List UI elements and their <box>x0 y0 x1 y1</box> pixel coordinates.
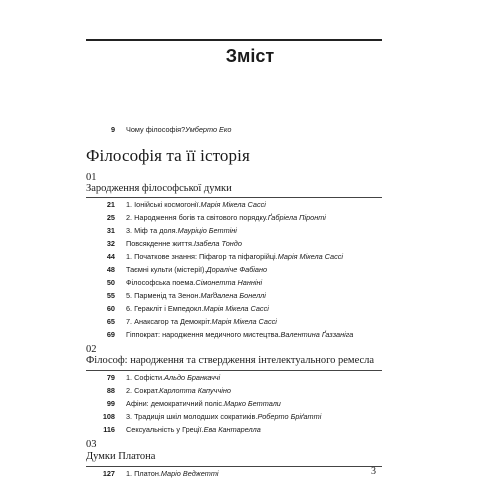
toc-entry <box>0 384 231 397</box>
chapter-number: 02 <box>86 344 97 355</box>
section-heading: Філософія та її історія <box>86 146 250 165</box>
toc-entry <box>0 237 242 250</box>
page-ref: 31 <box>106 226 115 235</box>
entry-title: Повсякденне життя. <box>126 239 194 248</box>
entry-author: Сімонетта Нанніні <box>195 278 263 287</box>
page-ref: 127 <box>102 469 115 478</box>
page-ref: 99 <box>106 399 115 408</box>
page-ref: 108 <box>102 412 115 421</box>
chapter-number: 03 <box>86 439 97 450</box>
entry-title: 2. Народження богів та світового порядку. <box>126 213 268 222</box>
toc-entry <box>0 410 321 423</box>
page-ref: 65 <box>106 317 115 326</box>
page-ref: 21 <box>106 200 115 209</box>
entry-author: Альдо Бранкаччі <box>164 373 221 382</box>
top-rule <box>86 39 382 41</box>
entry-title: Гіппократ: народження медичного мистецтва. <box>126 330 281 339</box>
page-ref: 79 <box>106 373 115 382</box>
entry-author: Валентина Ґаззаніга <box>280 330 354 339</box>
entry-author: Маґдалена Бонеллі <box>200 291 266 300</box>
page-ref: 48 <box>106 265 115 274</box>
page-ref: 9 <box>110 125 115 134</box>
entry-author: Марія Мікела Сассі <box>211 317 277 326</box>
page-ref: 50 <box>106 278 115 287</box>
entry-author: Умберто Еко <box>185 125 232 134</box>
entry-author: Ева Кантарелла <box>203 425 261 434</box>
toc-entry <box>0 211 326 224</box>
entry-title: 3. Міф та доля. <box>126 226 178 235</box>
entry-title: 2. Сократ. <box>126 386 160 395</box>
entry-title: Сексуальність у Греції. <box>126 425 204 434</box>
toc-entry <box>0 289 266 302</box>
entry-title: 7. Анаксагор та Демокріт. <box>126 317 212 326</box>
entry-title: 1. Софісти. <box>126 373 165 382</box>
chapter-title: Зародження філософської думки <box>86 183 232 194</box>
entry-title: 1. Початкове знання: Піфагор та піфагорійці. <box>126 252 278 261</box>
entry-author: Марко Беттали <box>224 399 281 408</box>
entry-author: Ґабріела Піронті <box>267 213 326 222</box>
page-ref: 44 <box>106 252 115 261</box>
toc-entry <box>0 198 266 211</box>
entry-author: Марія Мікела Сассі <box>200 200 266 209</box>
page-ref: 32 <box>106 239 115 248</box>
toc-entry <box>0 423 261 436</box>
page-title: Зміст <box>225 46 275 66</box>
toc-entry <box>0 224 237 237</box>
entry-author: Маурiціо Беттіні <box>177 226 237 235</box>
chapter-title: Думки Платона <box>86 451 156 462</box>
entry-author: Карлотта Капуччіно <box>159 386 231 395</box>
page-ref: 25 <box>106 213 115 222</box>
entry-title: 6. Геракліт і Емпедокл. <box>126 304 204 313</box>
entry-title: Афіни: демократичний поліс. <box>126 399 225 408</box>
entry-author: Роберто Бріґатті <box>257 412 322 421</box>
toc-entry <box>0 263 267 276</box>
entry-author: Ізабела Тондо <box>193 239 242 248</box>
page-ref: 55 <box>106 291 115 300</box>
chapter-number: 01 <box>86 172 97 183</box>
page-ref: 69 <box>106 330 115 339</box>
page-ref: 60 <box>106 304 115 313</box>
toc-entry <box>0 302 269 315</box>
entry-author: Марія Мікела Сассі <box>277 252 344 261</box>
entry-title: Таємні культи (містерії). <box>126 265 207 274</box>
toc-entry <box>0 397 281 410</box>
toc-entry <box>0 328 353 341</box>
toc-entry <box>0 467 219 480</box>
page-ref: 88 <box>106 386 115 395</box>
entry-author: Маріо Веджетті <box>160 469 219 478</box>
entry-author: Марія Мікела Сассі <box>203 304 269 313</box>
entry-author: Доралiче Фабіано <box>206 265 268 274</box>
page-ref: 116 <box>103 425 115 434</box>
entry-title: Філософська поема. <box>126 278 196 287</box>
preface-entry <box>0 123 231 136</box>
toc-entry <box>0 371 220 384</box>
entry-title: 3. Традиція шкіл молодших сократиків. <box>126 412 258 421</box>
toc-entry <box>0 276 262 289</box>
chapter-title: Філософ: народження та ствердження інтелектуального ремесла <box>86 355 375 366</box>
entry-title: 1. Платон. <box>126 469 161 478</box>
toc-entry <box>0 315 277 328</box>
page-number: 3 <box>371 466 376 477</box>
toc-entry <box>0 250 343 263</box>
entry-title: 5. Парменід та Зенон. <box>126 291 201 300</box>
entry-title: Чому філософія? <box>126 125 186 134</box>
entry-title: 1. Іонійські космогонії. <box>126 200 201 209</box>
